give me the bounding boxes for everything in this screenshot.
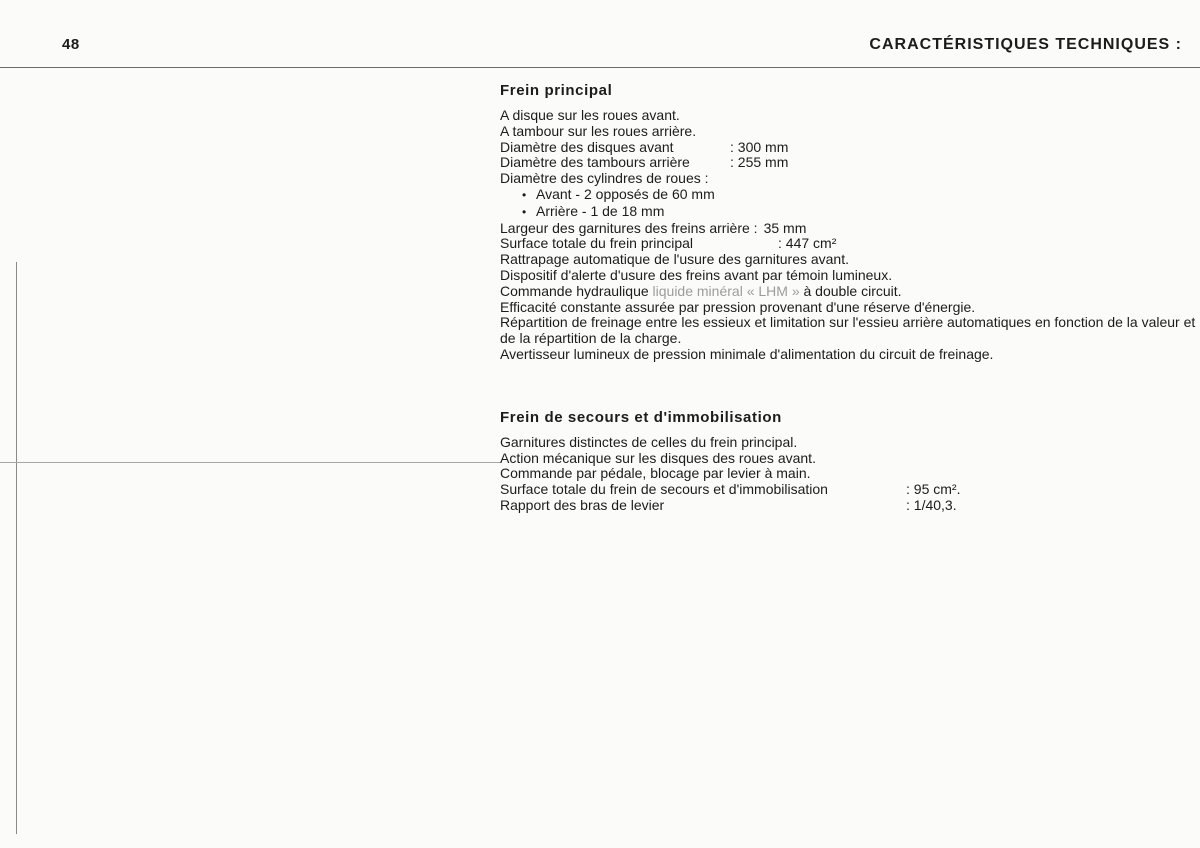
- page-number: 48: [62, 36, 80, 53]
- cylinder-front-item: [500, 187, 1200, 204]
- bullet-icon: •: [522, 204, 527, 219]
- cylinders-heading: Diamètre des cylindres de roues :: [500, 170, 709, 187]
- lever-ratio-row: [500, 498, 1200, 514]
- section-title: CARACTÉRISTIQUES TECHNIQUES :: [869, 36, 1182, 53]
- bullet-text: Arrière - 1 de 18 mm: [536, 202, 665, 219]
- spec-label: Diamètre des tambours arrière: [500, 154, 690, 171]
- header-rule: [0, 67, 1200, 68]
- left-edge-line: [16, 262, 17, 834]
- parking-brake-heading: Frein de secours et d'immobilisation: [500, 408, 782, 426]
- distribution-line: Répartition de freinage entre les essieux et limitation sur l'essieu arrière automatiques en fonction de la valeur et de la répartition de la charge.: [500, 314, 1196, 347]
- spec-value: 35 mm: [763, 219, 807, 236]
- spec-value: : 1/40,3.: [906, 496, 957, 513]
- hydraulic-line: [500, 284, 1200, 300]
- spec-value: : 300 mm: [730, 138, 789, 155]
- wear-alert-line: Dispositif d'alerte d'usure des freins avant par témoin lumineux.: [500, 266, 893, 283]
- cylinder-rear-item: [500, 204, 1200, 221]
- control-line: Commande par pédale, blocage par levier à main.: [500, 465, 811, 482]
- left-rule: [0, 462, 500, 463]
- linings-line: Garnitures distinctes de celles du frein principal.: [500, 433, 798, 450]
- disc-diameter-row: [500, 140, 1200, 156]
- hydraulic-circuit-text: à double circuit.: [799, 282, 902, 299]
- spec-label: Surface totale du frein de secours et d'immobilisation: [500, 481, 828, 498]
- lining-width-row: [500, 221, 1200, 237]
- bullet-text: Avant - 2 opposés de 60 mm: [536, 185, 715, 202]
- drum-diameter-row: [500, 155, 1200, 171]
- efficiency-line: Efficacité constante assurée par pression provenant d'une réserve d'énergie.: [500, 298, 976, 315]
- warning-line: Avertisseur lumineux de pression minimale d'alimentation du circuit de freinage.: [500, 345, 994, 362]
- spec-label: Surface totale du frein principal: [500, 235, 693, 252]
- rear-brake-line: A tambour sur les roues arrière.: [500, 122, 697, 139]
- spec-value: : 447 cm²: [778, 235, 837, 252]
- total-surface-row: [500, 236, 1200, 252]
- spec-label: Rapport des bras de levier: [500, 496, 665, 513]
- spec-value: : 255 mm: [730, 154, 789, 171]
- main-brake-heading: Frein principal: [500, 82, 613, 99]
- spec-value: : 95 cm².: [906, 481, 961, 498]
- action-line: Action mécanique sur les disques des roues avant.: [500, 449, 816, 466]
- hydraulic-text: Commande hydraulique: [500, 282, 653, 299]
- hydraulic-fluid-text: liquide minéral « LHM »: [652, 282, 800, 299]
- spec-label: Largeur des garnitures des freins arrière :: [500, 219, 758, 236]
- spec-label: Diamètre des disques avant: [500, 138, 674, 155]
- bullet-icon: •: [522, 187, 527, 202]
- parking-surface-row: [500, 482, 1200, 498]
- front-brake-line: A disque sur les roues avant.: [500, 107, 680, 123]
- content-column: [500, 74, 1200, 514]
- adjustment-line: Rattrapage automatique de l'usure des garnitures avant.: [500, 251, 850, 268]
